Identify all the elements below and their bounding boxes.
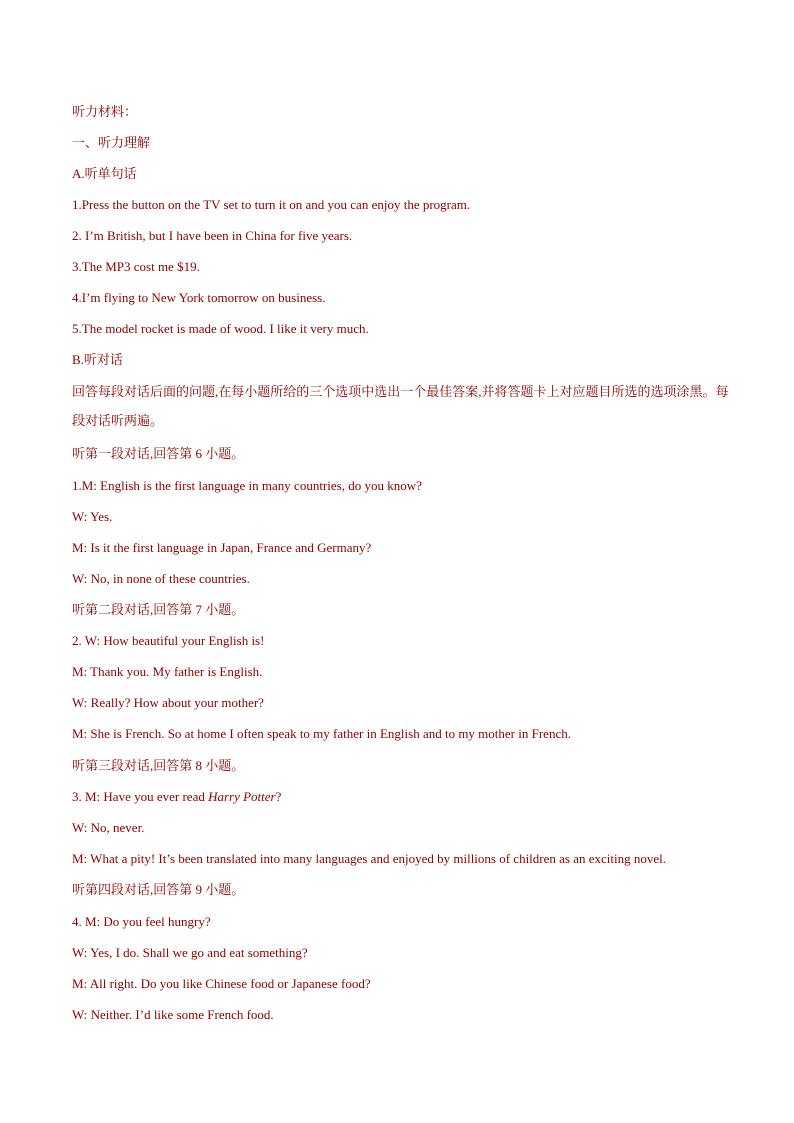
part-a-title: A.听单句话 xyxy=(72,166,137,181)
section-title-listening: 一、听力理解 xyxy=(72,135,151,150)
sentence-1: 1.Press the button on the TV set to turn it on and you can enjoy the program. xyxy=(72,197,471,212)
dialogue-4-line-2: W: Yes, I do. Shall we go and eat something? xyxy=(72,945,308,960)
dialogue-1-line-4: W: No, in none of these countries. xyxy=(72,571,250,586)
dialogue-4-heading: 听第四段对话,回答第 9 小题。 xyxy=(72,882,245,897)
dialogue-3-line-1-suffix: ? xyxy=(275,789,282,804)
sentence-2: 2. I’m British, but I have been in China for five years. xyxy=(72,228,353,243)
dialogue-1-heading: 听第一段对话,回答第 6 小题。 xyxy=(72,446,245,461)
sentence-3: 3.The MP3 cost me $19. xyxy=(72,259,200,274)
dialogue-1-line-3: M: Is it the first language in Japan, France and Germany? xyxy=(72,540,372,555)
dialogue-1-line-1: 1.M: English is the first language in many countries, do you know? xyxy=(72,478,422,493)
dialogue-2-line-1: 2. W: How beautiful your English is! xyxy=(72,633,265,648)
dialogue-4-line-4: W: Neither. I’d like some French food. xyxy=(72,1007,274,1022)
dialogue-2-line-3: W: Really? How about your mother? xyxy=(72,695,264,710)
dialogue-2-heading: 听第二段对话,回答第 7 小题。 xyxy=(72,602,245,617)
heading-listening-material: 听力材料： xyxy=(72,104,138,119)
dialogue-3-line-3: M: What a pity! It’s been translated into many languages and enjoyed by millions of children as an exciting novel. xyxy=(72,851,667,866)
dialogue-2-line-2: M: Thank you. My father is English. xyxy=(72,664,263,679)
book-title-harry-potter: Harry Potter xyxy=(208,789,276,804)
dialogue-4-line-1: 4. M: Do you feel hungry? xyxy=(72,914,211,929)
dialogue-3-heading: 听第三段对话,回答第 8 小题。 xyxy=(72,758,245,773)
sentence-4: 4.I’m flying to New York tomorrow on business. xyxy=(72,290,326,305)
part-b-instructions: 回答每段对话后面的问题,在每小题所给的三个选项中选出一个最佳答案,并将答题卡上对应题目所选的选项涂黑。每段对话听两遍。 xyxy=(72,384,729,428)
dialogue-4-line-3: M: All right. Do you like Chinese food or Japanese food? xyxy=(72,976,371,991)
sentence-5: 5.The model rocket is made of wood. I like it very much. xyxy=(72,321,369,336)
dialogue-2-line-4: M: She is French. So at home I often speak to my father in English and to my mother in French. xyxy=(72,726,571,741)
dialogue-3-line-1-prefix: 3. M: Have you ever read xyxy=(72,789,209,804)
dialogue-1-line-2: W: Yes. xyxy=(72,509,113,524)
dialogue-3-line-1 xyxy=(72,787,732,807)
dialogue-3-line-2: W: No, never. xyxy=(72,820,145,835)
part-b-title: B.听对话 xyxy=(72,352,123,367)
